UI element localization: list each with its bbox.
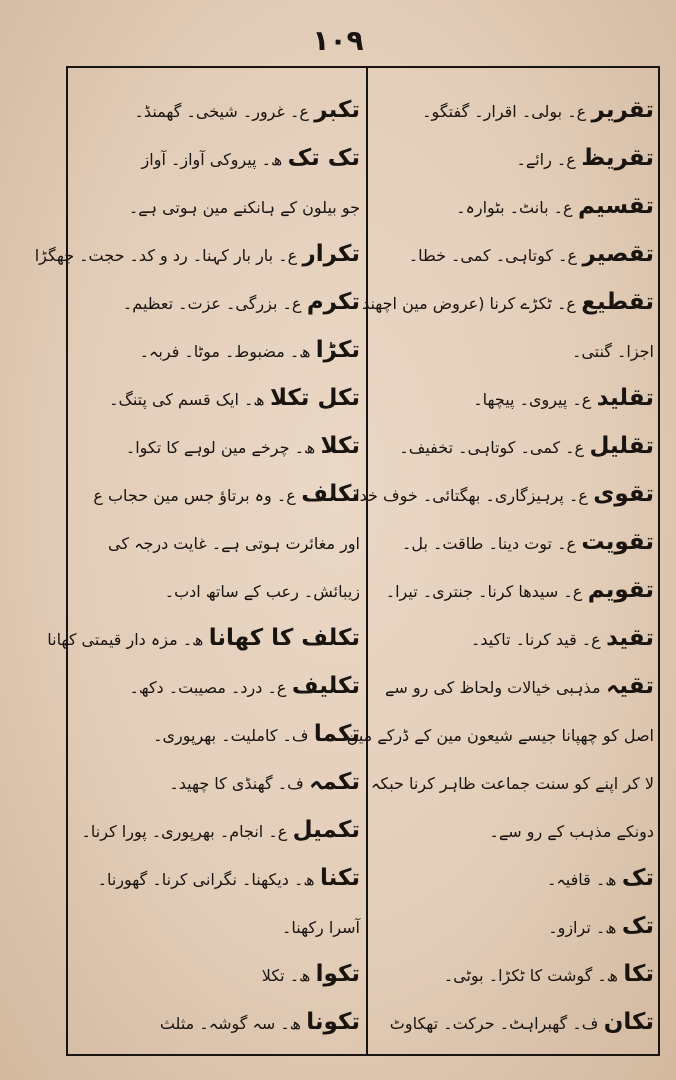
headword: تکلا [320,433,360,459]
dictionary-entry [78,902,360,950]
dictionary-entry [78,662,360,710]
dictionary-entry [378,902,654,950]
headword: تقلیل [589,433,654,459]
dictionary-entry [378,182,654,230]
dictionary-entry [362,278,654,326]
definition: ع۔ پرہیزگاری۔ بھگتائی۔ خوف خدا [355,486,588,505]
dictionary-entry [78,134,360,182]
dictionary-entry [78,566,360,614]
dictionary-entry [78,758,360,806]
dictionary-entry [78,326,360,374]
definition: آسرا رکھنا۔ [281,918,360,937]
definition: ع۔ کوتاہی۔ کمی۔ خطا۔ [408,246,578,265]
dictionary-entry [378,518,654,566]
definition: ع۔ کمی۔ کوتاہی۔ تخفیف۔ [399,438,585,457]
headword: تکلف کا کھانا [208,625,360,651]
definition: ھ۔ چرخے مین لوہے کا تکوا۔ [125,438,316,457]
dictionary-entry [378,134,654,182]
definition: ع۔ غرور۔ شیخی۔ گھمنڈ۔ [134,102,309,121]
definition: ھ۔ مزہ دار قیمتی کھانا [47,630,204,649]
dictionary-entry [47,614,360,662]
definition: ع۔ سیدھا کرنا۔ جنتری۔ تیرا۔ [385,582,583,601]
dictionary-entry [78,950,360,998]
definition: لا کر اپنے کو سنت جماعت ظاہر کرنا حبکہ [371,774,654,793]
definition: ع۔ رائے۔ [516,150,576,169]
headword: تقصیر [582,241,654,267]
headword: تقویت [581,529,654,555]
headword: تکرم [306,289,360,315]
headword: تکمہ [309,769,360,795]
dictionary-entry [378,950,654,998]
definition: ف۔ کاملیت۔ بھرپوری۔ [153,726,309,745]
definition: ع۔ قید کرنا۔ تاکید۔ [470,630,601,649]
definition: ھ۔ مضبوط۔ موٹا۔ فربہ۔ [139,342,311,361]
definition: اور مغائرت ہوتی ہے۔ غایت درجہ کی [108,534,360,553]
headword: تکلیف [291,673,360,699]
headword: تقریر [591,97,654,123]
headword: تک تک [287,145,360,171]
definition: ھ۔ دیکھنا۔ نگرانی کرنا۔ گھورنا۔ [97,870,315,889]
headword: تقوی [593,481,654,507]
headword: تکمیل [292,817,360,843]
headword: تکونا [306,1009,360,1035]
dictionary-entry [78,710,360,758]
dictionary-entry [378,998,654,1046]
definition: ھ۔ گوشت کا ٹکڑا۔ بوٹی۔ [443,966,618,985]
dictionary-entry [78,998,360,1046]
definition: ھ۔ ایک قسم کی پتنگ۔ [109,390,265,409]
definition: مذہبی خیالات ولحاظ کی رو سے [385,678,601,697]
headword: تکا [623,961,654,987]
definition: جو بیلون کے ہانکنے مین ہوتی ہے۔ [128,198,360,217]
definition: ھ۔ ترازو۔ [548,918,617,937]
definition: ع۔ بار بار کہنا۔ رد و کد۔ حجت۔ جھگڑا [34,246,298,265]
headword: تکلف [301,481,360,507]
definition: ع۔ بولی۔ اقرار۔ گفتگو۔ [422,102,587,121]
definition: ع۔ وہ برتاؤ جس مین حجاب ع [93,486,296,505]
dictionary-entry [378,614,654,662]
definition: ھ۔ قافیہ۔ [547,870,617,889]
headword: تکما [313,721,360,747]
dictionary-entry [78,518,360,566]
definition: ف۔ گھبراہٹ۔ حرکت۔ تھکاوٹ [389,1014,599,1033]
dictionary-entry [378,86,654,134]
dictionary-entry [78,86,360,134]
dictionary-entry [34,230,360,278]
dictionary-entry [378,374,654,422]
headword: تکان [603,1009,654,1035]
dictionary-entry [378,566,654,614]
dictionary-entry [78,422,360,470]
definition: ھ۔ تکلا [261,966,311,985]
column-divider [366,66,368,1056]
dictionary-entry [78,806,360,854]
dictionary-entry [371,758,654,806]
definition: زیبائش۔ رعب کے ساتھ ادب۔ [164,582,360,601]
dictionary-entry [78,278,360,326]
headword: تک [621,865,654,891]
definition: ع۔ ٹکڑے کرنا (عروض مین اچھند [362,294,576,313]
dictionary-entry [378,230,654,278]
headword: تقید [606,625,654,651]
right-column [346,86,654,1050]
dictionary-entry [78,470,360,518]
headword: تقطیع [581,289,654,315]
definition: دونکے مذہب کے رو سے۔ [489,822,654,841]
headword: تکنا [319,865,360,891]
dictionary-entry [355,470,654,518]
headword: تکڑا [315,337,360,363]
page-number: ۱۰۹ [312,24,364,57]
definition: ع۔ توت دینا۔ طاقت۔ بل۔ [402,534,576,553]
dictionary-entry [78,374,360,422]
headword: تکبر [314,97,360,123]
definition: ھ۔ پیروکی آواز۔ آواز [141,150,283,169]
headword: تکرار [302,241,360,267]
headword: تکوا [315,961,360,987]
headword: تقریظ [581,145,654,171]
definition: ع۔ بانٹ۔ بٹوارہ۔ [456,198,573,217]
dictionary-entry [78,854,360,902]
definition: ع۔ پیروی۔ پیچھا۔ [473,390,592,409]
dictionary-entry [378,662,654,710]
headword: تقیہ [605,673,654,699]
dictionary-entry [378,326,654,374]
definition: ع۔ بزرگی۔ عزت۔ تعظیم۔ [122,294,302,313]
dictionary-entry [78,182,360,230]
definition: ف۔ گھنڈی کا چھید۔ [169,774,304,793]
headword: تک [621,913,654,939]
headword: تقسیم [577,193,654,219]
definition: اجزا۔ گنتی۔ [571,342,654,361]
definition: اصل کو چھپانا جیسے شیعون مین کے ڈرکے مین [346,726,654,745]
headword: تکل تکلا [269,385,360,411]
left-column [34,86,360,1050]
dictionary-entry [346,710,654,758]
dictionary-entry [378,422,654,470]
definition: ھ۔ سہ گوشہ۔ مثلث [159,1014,301,1033]
dictionary-entry [378,854,654,902]
dictionary-entry [378,806,654,854]
definition: ع۔ درد۔ مصیبت۔ دکھ۔ [129,678,287,697]
definition: ع۔ انجام۔ بھرپوری۔ پورا کرنا۔ [81,822,288,841]
headword: تقلید [596,385,654,411]
headword: تقویم [587,577,654,603]
